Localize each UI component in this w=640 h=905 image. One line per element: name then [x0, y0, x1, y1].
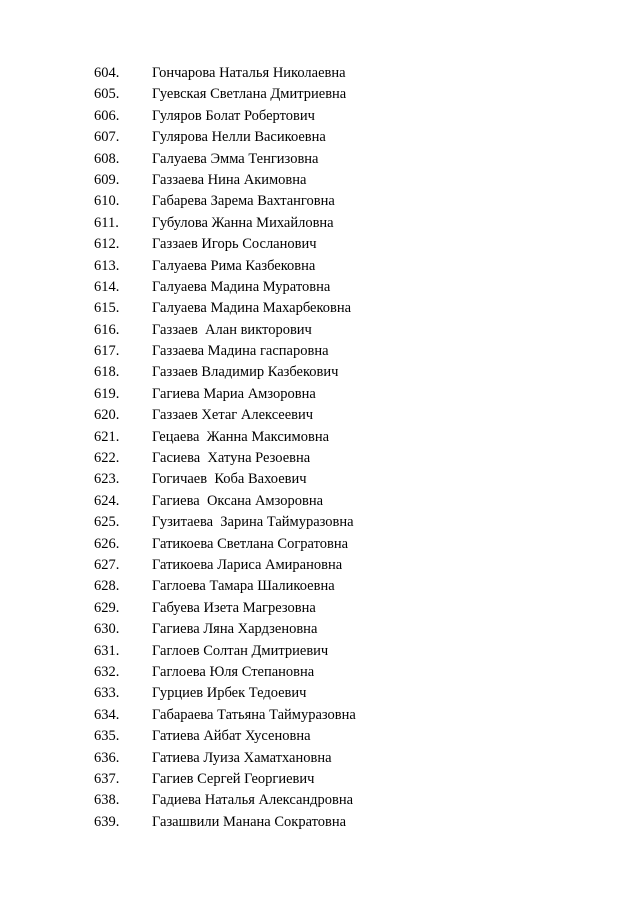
entry-number: 612. — [94, 236, 120, 253]
list-item — [94, 534, 356, 555]
entry-name: Гаглоева Тамара Шаликоевна — [152, 578, 335, 595]
entry-name: Галуаева Эмма Тенгизовна — [152, 150, 319, 167]
list-item — [94, 619, 356, 640]
entry-name: Гагиева Оксана Амзоровна — [152, 492, 324, 509]
entry-number: 637. — [94, 770, 120, 787]
entry-name: Габараева Татьяна Таймуразовна — [152, 706, 356, 723]
entry-number: 619. — [94, 385, 120, 402]
entry-number: 605. — [94, 86, 120, 103]
entry-number: 609. — [94, 171, 120, 188]
entry-name: Габуева Изета Магрезовна — [152, 599, 316, 616]
entry-number: 638. — [94, 792, 120, 809]
list-item — [94, 683, 356, 704]
entry-number: 614. — [94, 278, 120, 295]
list-item — [94, 320, 356, 341]
entry-number: 604. — [94, 65, 120, 81]
list-item — [94, 705, 356, 726]
entry-name: Гуляров Болат Робертович — [152, 107, 315, 124]
list-item — [94, 769, 356, 790]
entry-name: Газзаева Нина Акимовна — [152, 171, 307, 188]
list-item — [94, 790, 356, 811]
entry-number: 625. — [94, 514, 120, 531]
entry-number: 631. — [94, 642, 120, 659]
entry-name: Газзаев Алан викторович — [152, 321, 312, 338]
entry-name: Гогичаев Коба Вахоевич — [152, 471, 307, 488]
entry-name: Гецаева Жанна Максимовна — [152, 428, 330, 445]
list-item — [94, 84, 356, 105]
entry-name: Гагиева Мариа Амзоровна — [152, 385, 316, 402]
entry-number: 624. — [94, 492, 120, 509]
list-item — [94, 448, 356, 469]
entry-number: 620. — [94, 407, 120, 424]
list-item — [94, 341, 356, 362]
list-item — [94, 491, 356, 512]
list-item — [94, 598, 356, 619]
entry-name: Галуаева Рима Казбековна — [152, 257, 316, 274]
entry-number: 611. — [94, 214, 119, 231]
entry-number: 630. — [94, 621, 120, 638]
entry-number: 623. — [94, 471, 120, 488]
list-item — [94, 213, 356, 234]
entry-name: Гатикоева Лариса Амирановна — [152, 556, 343, 573]
list-item — [94, 256, 356, 277]
entry-name: Гагиев Сергей Георгиевич — [152, 770, 315, 787]
entry-name: Гаглоев Солтан Дмитриевич — [152, 642, 329, 659]
list-item — [94, 234, 356, 255]
entry-number: 626. — [94, 535, 120, 552]
entry-name: Газзаев Хетаг Алексеевич — [152, 407, 314, 424]
entry-name: Гончарова Наталья Николаевна — [152, 65, 346, 81]
list-item — [94, 298, 356, 319]
entry-name: Гатиева Луиза Хаматхановна — [152, 749, 332, 766]
list-item — [94, 149, 356, 170]
entry-number: 629. — [94, 599, 120, 616]
entry-name: Гасиева Хатуна Резоевна — [152, 450, 311, 467]
entry-name: Гагиева Ляна Хардзеновна — [152, 621, 318, 638]
entry-name: Губулова Жанна Михайловна — [152, 214, 334, 231]
list-item — [94, 427, 356, 448]
list-item — [94, 63, 356, 84]
list-item — [94, 555, 356, 576]
entry-number: 627. — [94, 556, 120, 573]
list-item — [94, 362, 356, 383]
entry-name: Гурциев Ирбек Тедоевич — [152, 685, 307, 702]
entry-number: 634. — [94, 706, 120, 723]
list-item — [94, 127, 356, 148]
entry-number: 606. — [94, 107, 120, 124]
entry-number: 622. — [94, 450, 120, 467]
list-item — [94, 469, 356, 490]
entry-number: 633. — [94, 685, 120, 702]
entry-name: Гатиева Айбат Хусеновна — [152, 728, 311, 745]
list-item — [94, 748, 356, 769]
entry-number: 617. — [94, 343, 120, 360]
entry-name: Галуаева Мадина Махарбековна — [152, 300, 352, 317]
name-list — [94, 63, 356, 833]
entry-number: 639. — [94, 813, 120, 830]
list-item — [94, 812, 356, 833]
entry-name: Гуевская Светлана Дмитриевна — [152, 86, 347, 103]
list-item — [94, 726, 356, 747]
entry-number: 632. — [94, 663, 120, 680]
entry-number: 613. — [94, 257, 120, 274]
list-item — [94, 641, 356, 662]
list-item — [94, 512, 356, 533]
entry-number: 608. — [94, 150, 120, 167]
entry-name: Гатикоева Светлана Согратовна — [152, 535, 349, 552]
entry-name: Газашвили Манана Сократовна — [152, 813, 347, 830]
entry-name: Гаглоева Юля Степановна — [152, 663, 315, 680]
entry-number: 616. — [94, 321, 120, 338]
entry-name: Газзаева Мадина гаспаровна — [152, 343, 329, 360]
entry-number: 618. — [94, 364, 120, 381]
list-item — [94, 277, 356, 298]
entry-name: Гулярова Нелли Васикоевна — [152, 129, 326, 146]
list-item — [94, 384, 356, 405]
entry-name: Гузитаева Зарина Таймуразовна — [152, 514, 354, 531]
entry-name: Габарева Зарема Вахтанговна — [152, 193, 335, 210]
entry-name: Газзаев Игорь Сосланович — [152, 236, 317, 253]
entry-number: 615. — [94, 300, 120, 317]
entry-number: 621. — [94, 428, 120, 445]
entry-name: Газзаев Владимир Казбекович — [152, 364, 339, 381]
entry-number: 607. — [94, 129, 120, 146]
list-item — [94, 191, 356, 212]
list-item — [94, 106, 356, 127]
list-item — [94, 170, 356, 191]
entry-name: Гадиева Наталья Александровна — [152, 792, 354, 809]
entry-name: Галуаева Мадина Муратовна — [152, 278, 331, 295]
list-item — [94, 405, 356, 426]
entry-number: 610. — [94, 193, 120, 210]
list-item — [94, 662, 356, 683]
entry-number: 636. — [94, 749, 120, 766]
entry-number: 635. — [94, 728, 120, 745]
list-item — [94, 576, 356, 597]
entry-number: 628. — [94, 578, 120, 595]
